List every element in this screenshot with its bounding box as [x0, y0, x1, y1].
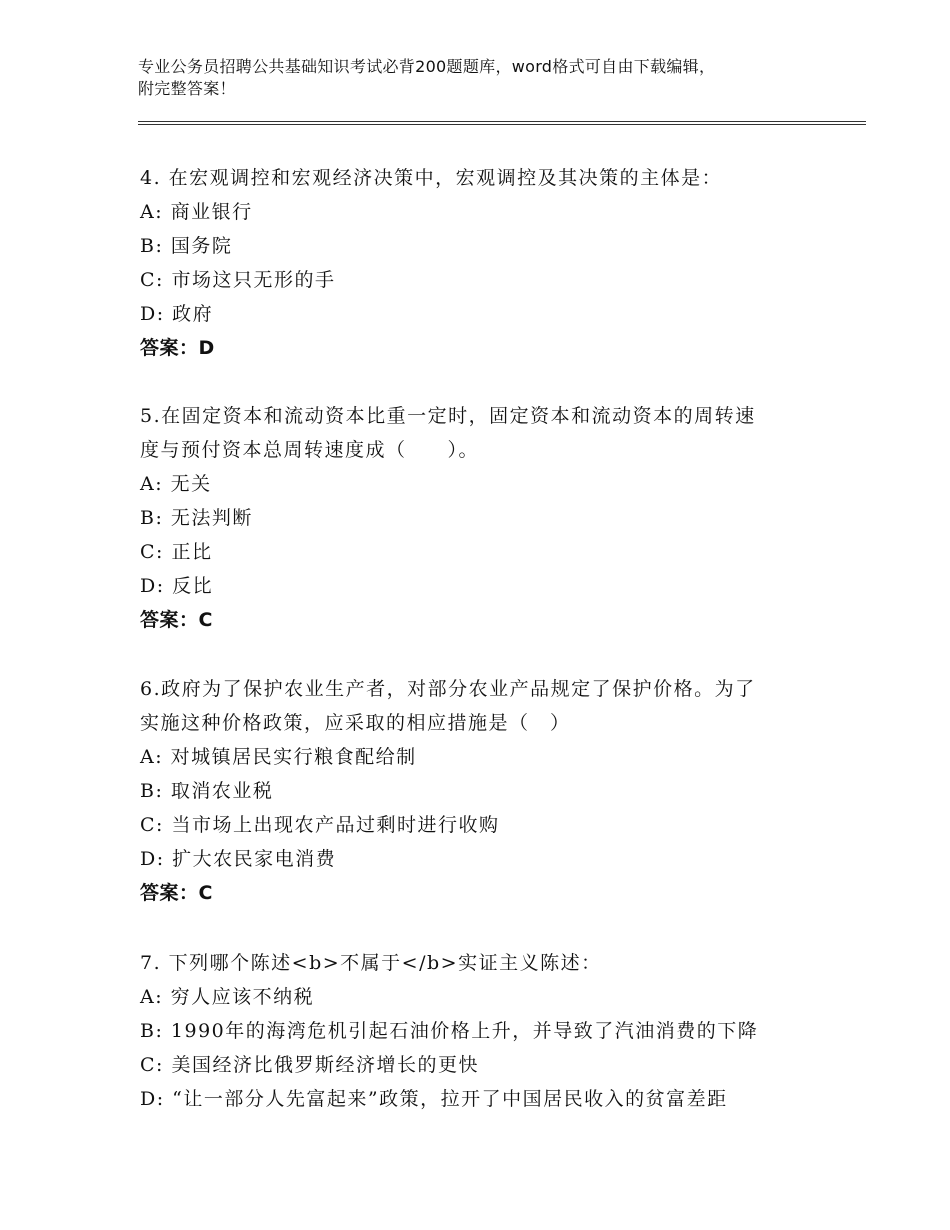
question-stem: 5.在固定资本和流动资本比重一定时，固定资本和流动资本的周转速 — [140, 405, 756, 427]
header-rule-bottom — [138, 124, 866, 125]
question-6 — [140, 672, 820, 910]
question-5 — [140, 399, 820, 637]
option-d: D: “让一部分人先富起来”政策，拉开了中国居民收入的贫富差距 — [140, 1088, 728, 1110]
header-line-1: 专业公务员招聘公共基础知识考试必背200题题库，word格式可自由下载编辑， — [138, 57, 716, 76]
question-stem-continued: 实施这种价格政策，应采取的相应措施是（ ） — [140, 712, 571, 734]
answer-label: 答案：D — [140, 337, 215, 359]
question-stem-continued: 度与预付资本总周转速度成（ ）。 — [140, 439, 480, 461]
option-b: B: 取消农业税 — [140, 780, 274, 802]
question-stem: 6.政府为了保护农业生产者，对部分农业产品规定了保护价格。为了 — [140, 678, 756, 700]
option-b: B: 国务院 — [140, 235, 233, 257]
option-a: A: 对城镇居民实行粮食配给制 — [140, 746, 417, 768]
option-a: A: 穷人应该不纳税 — [140, 986, 315, 1008]
header-line-2: 附完整答案！ — [138, 79, 236, 98]
header-rule-top — [138, 121, 866, 122]
option-c: C: 正比 — [140, 541, 213, 563]
question-7 — [140, 946, 820, 1116]
question-stem: 7. 下列哪个陈述<b>不属于</b>实证主义陈述： — [140, 952, 602, 974]
option-d: D: 扩大农民家电消费 — [140, 848, 337, 870]
question-stem: 4. 在宏观调控和宏观经济决策中，宏观调控及其决策的主体是： — [140, 167, 723, 189]
option-d: D: 反比 — [140, 575, 214, 597]
option-c: C: 市场这只无形的手 — [140, 269, 336, 291]
document-header — [138, 56, 878, 100]
option-b: B: 1990年的海湾危机引起石油价格上升，并导致了汽油消费的下降 — [140, 1020, 759, 1042]
answer-label: 答案：C — [140, 882, 213, 904]
option-d: D: 政府 — [140, 303, 214, 325]
option-c: C: 美国经济比俄罗斯经济增长的更快 — [140, 1054, 479, 1076]
question-4 — [140, 161, 820, 365]
option-a: A: 无关 — [140, 473, 212, 495]
option-a: A: 商业银行 — [140, 201, 253, 223]
answer-label: 答案：C — [140, 609, 213, 631]
option-b: B: 无法判断 — [140, 507, 253, 529]
option-c: C: 当市场上出现农产品过剩时进行收购 — [140, 814, 500, 836]
